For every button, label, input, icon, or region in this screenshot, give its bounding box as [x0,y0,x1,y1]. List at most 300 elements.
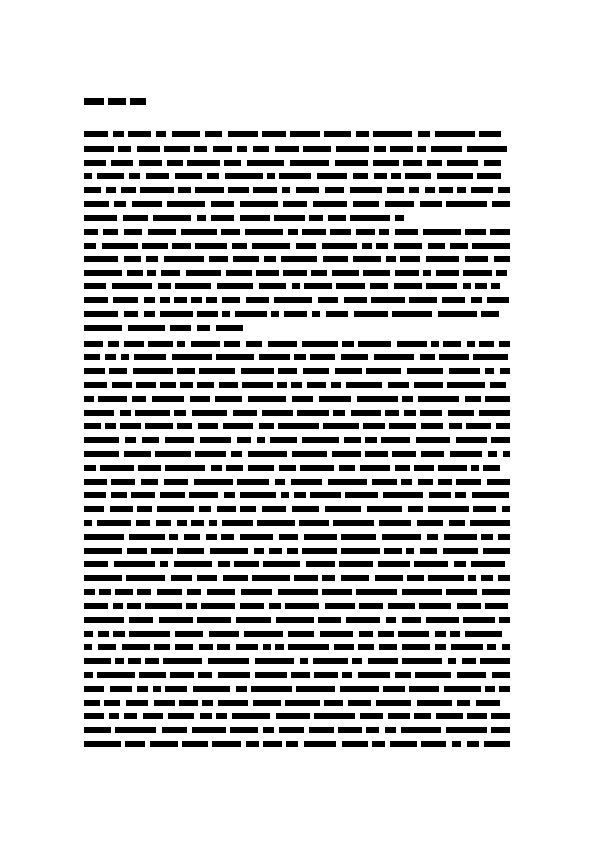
text-word-block [382,534,421,540]
text-word-block [127,548,147,554]
text-word-block [123,215,148,221]
text-word-block [368,658,398,664]
text-word-block [302,229,326,235]
text-word-block [332,270,359,276]
text-word-block [262,506,286,512]
text-word-block [172,243,191,249]
text-word-block [84,325,122,331]
text-word-block [232,243,247,249]
text-word-block [252,575,290,581]
text-word-block [218,700,248,706]
text-word-block [111,479,135,485]
text-word-block [462,658,476,664]
text-word-block [262,410,293,416]
text-word-block [304,741,336,747]
text-word-block [270,437,297,443]
text-line [84,146,510,154]
text-word-block [137,686,148,692]
text-line [84,215,409,223]
text-word-block [100,465,134,471]
text-word-block [357,396,398,402]
text-word-block [335,368,362,374]
text-word-block [417,146,426,152]
text-word-block [263,727,274,733]
text-word-block [145,658,159,664]
text-word-block [421,741,446,747]
text-word-block [414,382,443,388]
text-word-block [322,589,352,595]
text-word-block [502,506,510,512]
text-word-block [292,283,300,289]
text-word-block [170,325,191,331]
text-word-block [217,506,236,512]
text-word-block [84,341,103,347]
text-word-block [470,520,510,526]
text-word-block [84,270,122,276]
text-word-block [165,686,187,692]
text-word-block [384,548,402,554]
text-word-block [147,270,156,276]
text-word-block [174,297,187,303]
text-word-block [84,603,108,609]
text-word-block [212,741,241,747]
text-word-block [279,727,304,733]
text-word-block [168,713,194,719]
text-word-block [288,644,329,650]
text-word-block [330,229,351,235]
text-word-block [435,644,446,650]
text-word-block [161,270,180,276]
text-word-block [467,146,507,152]
text-word-block [97,520,131,526]
text-word-block [372,741,385,747]
text-word-block [246,297,269,303]
text-word-block [98,644,116,650]
text-word-block [302,437,339,443]
text-word-block [233,256,259,262]
text-word-block [240,506,256,512]
text-line [84,256,510,264]
text-line [84,603,510,611]
text-word-block [291,479,322,485]
text-word-block [376,243,388,249]
text-word-block [436,270,459,276]
text-word-block [218,672,250,678]
text-word-block [279,534,298,540]
text-word-block [84,283,106,289]
text-word-block [240,492,276,498]
text-word-block [84,451,119,457]
text-word-block [284,311,307,317]
text-line [84,229,510,237]
text-word-block [169,534,178,540]
text-word-block [291,382,302,388]
text-word-block [395,465,410,471]
text-word-block [194,479,233,485]
text-word-block [374,354,414,360]
text-word-block [471,465,479,471]
text-word-block [386,617,396,623]
text-word-block [414,561,448,567]
text-word-block [310,354,335,360]
text-word-block [490,382,506,388]
text-word-block [322,575,335,581]
text-word-block [388,603,415,609]
text-word-block [494,256,510,262]
text-line [84,131,502,139]
text-word-block [341,354,368,360]
text-word-block [479,410,510,416]
text-word-block [452,741,461,747]
text-word-block [482,589,510,595]
text-word-block [226,270,252,276]
text-word-block [341,575,369,581]
text-word-block [468,575,476,581]
text-word-block [328,215,346,221]
text-word-block [463,283,471,289]
text-word-block [449,423,462,429]
text-word-block [373,160,399,166]
text-line [84,672,510,680]
text-word-block [457,187,466,193]
text-word-block [122,644,150,650]
text-word-block [113,603,123,609]
text-word-block [420,548,437,554]
text-word-block [283,201,307,207]
text-line [84,187,510,195]
text-word-block [113,297,138,303]
text-word-block [304,534,337,540]
text-word-block [182,741,208,747]
text-word-block [454,561,466,567]
text-word-block [386,256,396,262]
text-word-block [485,603,508,609]
text-word-block [325,506,361,512]
document-heading [84,95,194,107]
text-word-block [395,215,404,221]
text-line [84,575,510,583]
text-word-block [403,160,422,166]
text-word-block [365,437,377,443]
text-word-block [331,382,341,388]
text-word-block [294,354,306,360]
text-line [84,201,510,209]
text-word-block [113,631,125,637]
text-word-block [98,396,127,402]
text-word-block [175,644,193,650]
text-word-block [300,658,308,664]
text-word-block [446,589,477,595]
text-word-block [503,451,510,457]
text-word-block [211,201,234,207]
text-word-block [105,423,116,429]
text-word-block [438,311,477,317]
text-word-block [177,548,204,554]
text-word-block [246,341,262,347]
text-word-block [283,270,307,276]
text-word-block [302,341,338,347]
text-word-block [84,173,92,179]
text-word-block [228,131,258,137]
text-word-block [175,283,211,289]
text-word-block [302,548,337,554]
text-word-block [339,465,355,471]
text-word-block [106,187,116,193]
text-word-block [385,727,396,733]
text-word-block [159,617,193,623]
text-word-block [197,215,206,221]
text-word-block [287,548,298,554]
text-word-block [426,617,459,623]
text-word-block [133,368,173,374]
text-word-block [400,256,420,262]
text-word-block [219,382,238,388]
text-word-block [471,561,505,567]
text-word-block [218,561,230,567]
text-line [84,700,510,708]
text-word-block [153,686,161,692]
text-word-block [234,561,259,567]
text-word-block [259,423,274,429]
text-word-block [491,713,510,719]
text-line [84,686,510,694]
text-word-block [223,575,248,581]
text-word-block [209,256,228,262]
text-word-block [186,270,221,276]
text-word-block [341,534,376,540]
text-word-block [103,229,118,235]
text-word-block [491,283,500,289]
text-word-block [463,270,492,276]
text-word-block [496,270,507,276]
text-word-block [358,672,390,678]
text-word-block [139,672,166,678]
text-word-block [345,492,378,498]
text-word-block [248,396,286,402]
text-word-block [84,617,124,623]
text-word-block [297,410,329,416]
text-word-block [164,479,188,485]
heading-word-block [84,98,104,105]
text-word-block [131,492,155,498]
text-word-block [417,700,452,706]
text-word-block [216,325,243,331]
text-line [84,644,510,652]
text-word-block [275,644,284,650]
text-word-block [443,548,478,554]
text-word-block [118,146,131,152]
text-word-block [98,631,109,637]
text-word-block [472,243,510,249]
text-word-block [292,396,313,402]
text-word-block [375,575,403,581]
text-word-block [450,451,482,457]
text-word-block [132,201,162,207]
text-word-block [177,520,187,526]
text-word-block [475,283,487,289]
text-word-block [414,713,431,719]
text-word-block [450,631,460,637]
text-word-block [383,686,405,692]
text-line [84,283,510,291]
text-word-block [224,160,241,166]
text-word-block [247,160,284,166]
text-word-block [197,575,217,581]
text-word-block [401,479,412,485]
text-word-block [498,575,510,581]
text-word-block [324,131,351,137]
text-word-block [146,173,169,179]
text-word-block [279,465,296,471]
text-word-block [213,146,232,152]
text-word-block [449,520,465,526]
text-word-block [490,229,510,235]
text-word-block [285,700,320,706]
text-word-block [421,451,444,457]
text-word-block [124,229,142,235]
text-word-block [241,589,272,595]
text-word-block [449,368,480,374]
text-word-block [363,423,385,429]
text-word-block [402,589,442,595]
text-word-block [170,672,194,678]
heading-word-block [108,98,126,105]
text-word-block [167,201,205,207]
text-word-block [158,283,171,289]
text-word-block [206,534,217,540]
text-word-block [248,451,287,457]
text-word-block [336,283,365,289]
text-word-block [500,368,510,374]
text-line [84,396,510,404]
text-word-block [479,131,501,137]
text-word-block [84,465,96,471]
text-word-block [394,283,422,289]
text-word-block [466,423,491,429]
text-word-block [420,410,442,416]
text-word-block [390,741,417,747]
text-word-block [216,354,254,360]
text-word-block [134,354,166,360]
text-word-block [225,173,263,179]
text-word-block [383,492,423,498]
text-word-block [129,631,170,637]
text-word-block [318,297,338,303]
text-line [84,589,510,597]
text-word-block [300,465,334,471]
text-word-block [110,686,132,692]
text-word-block [457,603,481,609]
text-word-block [278,368,297,374]
text-word-block [371,297,405,303]
text-word-block [109,713,119,719]
text-word-block [191,297,202,303]
text-word-block [281,492,289,498]
text-word-block [320,631,353,637]
text-word-block [463,617,495,623]
text-word-block [124,713,137,719]
text-word-block [124,256,141,262]
text-word-block [402,396,413,402]
text-word-block [150,741,178,747]
text-word-block [353,201,379,207]
text-word-block [444,534,477,540]
text-word-block [145,423,173,429]
text-word-block [207,589,235,595]
text-line [84,368,510,376]
text-word-block [395,672,411,678]
text-word-block [436,713,463,719]
text-word-block [209,520,217,526]
text-word-block [174,561,212,567]
text-word-block [472,492,509,498]
text-line [84,270,510,278]
text-word-block [408,506,423,512]
text-word-block [309,215,323,221]
text-word-block [318,617,341,623]
text-word-block [263,644,271,650]
text-word-block [354,311,388,317]
text-word-block [395,270,419,276]
text-line [84,520,510,528]
text-word-block [456,479,481,485]
text-word-block [389,423,416,429]
text-word-block [487,644,496,650]
text-word-block [373,131,412,137]
text-word-block [448,658,456,664]
text-word-block [226,465,243,471]
text-word-block [195,243,227,249]
text-word-block [488,451,497,457]
text-word-block [141,479,158,485]
text-word-block [224,341,240,347]
text-word-block [198,672,212,678]
text-word-block [84,354,100,360]
text-word-block [487,479,510,485]
text-word-block [179,700,198,706]
text-word-block [487,297,509,303]
text-word-block [240,534,273,540]
text-word-block [414,465,434,471]
text-word-block [251,686,292,692]
text-word-block [304,283,332,289]
text-word-block [418,131,430,137]
text-word-block [374,146,386,152]
text-line [84,617,510,625]
text-word-block [307,382,326,388]
text-word-block [359,603,383,609]
text-word-block [292,506,319,512]
text-word-block [259,354,290,360]
text-word-block [140,187,174,193]
text-word-block [142,437,159,443]
text-line [84,741,510,749]
text-word-block [439,354,469,360]
text-word-block [194,146,207,152]
text-word-block [165,437,194,443]
text-word-block [323,423,359,429]
text-word-block [197,382,214,388]
text-word-block [353,256,381,262]
text-word-block [421,423,443,429]
text-word-block [144,297,155,303]
text-word-block [155,451,191,457]
text-word-block [323,256,348,262]
text-word-block [84,741,121,747]
text-word-block [128,325,165,331]
text-word-block [407,368,443,374]
text-word-block [137,589,151,595]
